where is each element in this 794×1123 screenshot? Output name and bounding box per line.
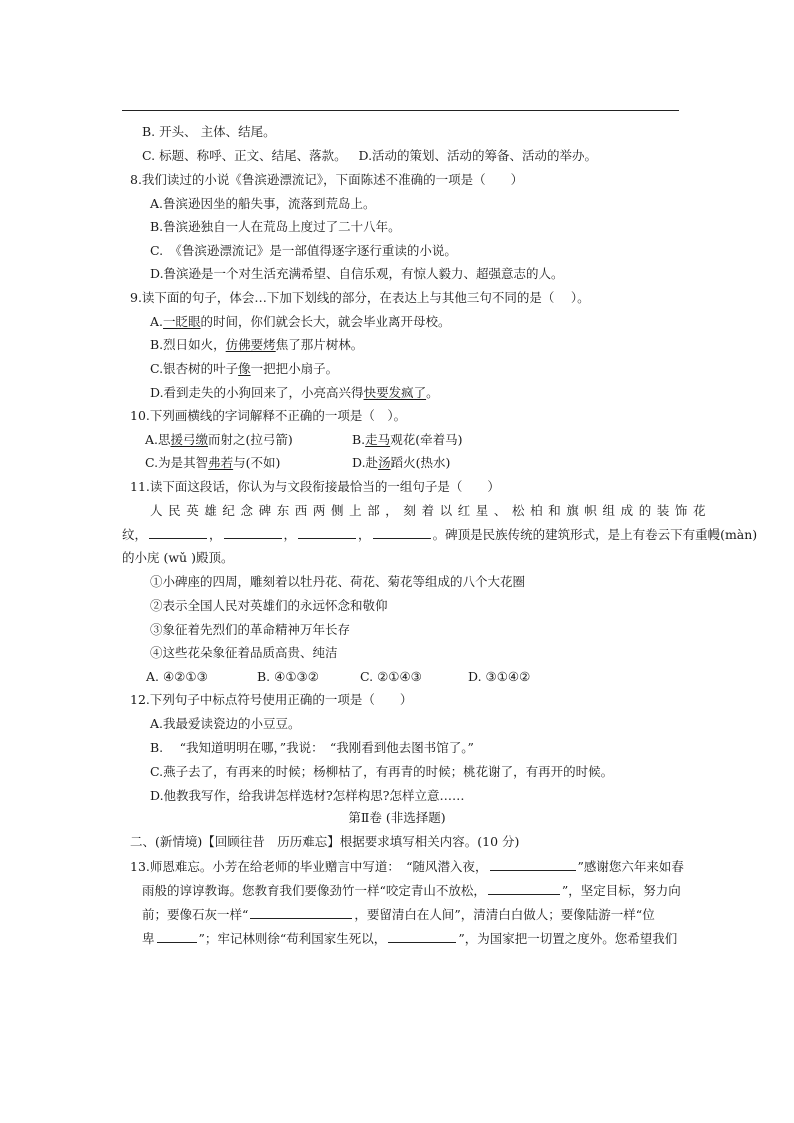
q11-passage-line3: 的小庑 (wǔ )殿顶。 <box>122 550 234 565</box>
q10-option-c: C.为是其智弗若与(不如) <box>145 455 281 470</box>
q12-option-b: B. “我知道明明在哪，”我说： “我刚看到他去图书馆了。” <box>150 740 474 755</box>
q10-option-d: D.赴汤蹈火(热水) <box>352 455 451 470</box>
q13-line4: 卑 ”；牢记林则徐“苟利国家生死以， ”，为国家把一切置之度外。您希望我们 <box>142 931 678 946</box>
q9-option-d: D.看到走失的小狗回来了，小亮高兴得快要发疯了。 <box>150 385 439 400</box>
q13-line3: 前；要像石灰一样“ ，要留清白在人间”，清清白白做人；要像陆游一样“位 <box>142 907 655 922</box>
q11-option-a: A. ④②①③ <box>146 669 208 684</box>
q11-sentence-1: ①小碑座的四周，雕刻着以牡丹花、荷花、菊花等组成的八个大花圈 <box>150 574 526 589</box>
q8-option-a: A.鲁滨逊因坐的船失事，流落到荒岛上。 <box>150 196 376 211</box>
underlined-phrase: 汤 <box>378 455 391 470</box>
q8-option-c: C. 《鲁滨逊漂流记》是一部值得逐字逐行重读的小说。 <box>150 243 457 258</box>
q10-option-b: B.走马观花(牵着马) <box>352 432 463 447</box>
fill-blank <box>149 526 207 539</box>
q13-line2: 雨般的谆谆教诲。您教育我们要像劲竹一样“咬定青山不放松， ”，坚定目标，努力向 <box>142 883 681 898</box>
q11-sentence-2: ②表示全国人民对英雄们的永远怀念和敬仰 <box>150 598 388 613</box>
q7-option-c-d <box>142 148 597 164</box>
q11-sentence-4: ④这些花朵象征着品质高贵、纯洁 <box>150 645 338 660</box>
q11-option-b: B. ④①③② <box>257 669 319 684</box>
underlined-phrase: 走马 <box>365 432 391 447</box>
part2-heading: 第Ⅱ卷 (非选择题) <box>348 810 446 825</box>
q8-stem: 8.我们读过的小说《鲁滨逊漂流记》，下面陈述不准确的一项是（ ） <box>130 172 524 187</box>
q12-stem: 12.下列句子中标点符号使用正确的一项是（ ） <box>130 692 413 707</box>
q9-stem: 9.读下面的句子，体会…下加下划线的部分，在表达上与其他三句不同的是（ ）。 <box>130 290 590 305</box>
q12-option-a: A.我最爱读瓷边的小豆豆。 <box>150 716 301 731</box>
q11-passage-line1: 人民英雄纪念碑东西两侧上部，刻着以红星、松柏和旗帜组成的装饰花 <box>150 503 712 518</box>
underlined-phrase: 一眨眼 <box>163 314 201 329</box>
fill-blank <box>388 930 456 943</box>
q9-option-c: C.银杏树的叶子像一把把小扇子。 <box>150 361 339 376</box>
q12-option-c: C.燕子去了，有再来的时候；杨柳枯了，有再青的时候；桃花谢了，有再开的时候。 <box>150 764 614 779</box>
underlined-phrase: 援弓缴 <box>170 432 209 447</box>
fill-blank <box>157 930 197 943</box>
section-two-heading: 二、(新情境)【回顾往昔 历历难忘】根据要求填写相关内容。(10 分) <box>130 834 520 849</box>
header-rule <box>122 110 679 111</box>
q7-option-d: D.活动的策划、活动的筹备、活动的举办。 <box>358 148 598 163</box>
fill-blank <box>490 858 576 871</box>
fill-blank <box>488 882 560 895</box>
q9-option-a: A.一眨眼的时间，你们就会长大，就会毕业离开母校。 <box>150 314 451 329</box>
q10-option-a: A.思援弓缴而射之(拉弓箭) <box>145 432 293 447</box>
q8-option-b: B.鲁滨逊独自一人在荒岛上度过了二十八年。 <box>150 219 401 234</box>
underlined-phrase: 像 <box>238 361 251 376</box>
underlined-phrase: 快要发疯了 <box>363 385 427 400</box>
q11-option-c: C. ②①④③ <box>360 669 422 684</box>
q7-option-c: C. 标题、称呼、正文、结尾、落款。 <box>142 148 347 163</box>
q7-option-b: B. 开头、 主体、结尾。 <box>142 124 276 139</box>
fill-blank <box>298 526 356 539</box>
q11-sentence-3: ③象征着先烈们的革命精神万年长存 <box>150 622 351 637</box>
q11-passage-line2: 纹， ， ， ， 。碑顶是民族传统的建筑形式，是上有卷云下有重幔(màn) <box>122 527 758 542</box>
fill-blank <box>224 526 282 539</box>
fill-blank <box>373 526 431 539</box>
q8-option-d: D.鲁滨逊是一个对生活充满希望、自信乐观，有惊人毅力、超强意志的人。 <box>150 266 564 281</box>
q13-line1: 13.师恩难忘。小芳在给老师的毕业赠言中写道： “随风潜入夜， ”感谢您六年来如春 <box>130 859 684 874</box>
fill-blank <box>250 906 352 919</box>
underlined-phrase: 仿佛要烤 <box>225 337 276 352</box>
q11-option-d: D. ③①④② <box>468 669 531 684</box>
underlined-phrase: 弗若 <box>208 455 234 470</box>
q11-stem: 11.读下面这段话，你认为与文段衔接最恰当的一组句子是（ ） <box>130 479 500 494</box>
q10-stem: 10.下列画横线的字词解释不正确的一项是（ ）。 <box>130 408 407 423</box>
q12-option-d: D.他教我写作，给我讲怎样选材?怎样构思?怎样立意…… <box>150 788 465 803</box>
q9-option-b: B.烈日如火，仿佛要烤焦了那片树林。 <box>150 337 364 352</box>
